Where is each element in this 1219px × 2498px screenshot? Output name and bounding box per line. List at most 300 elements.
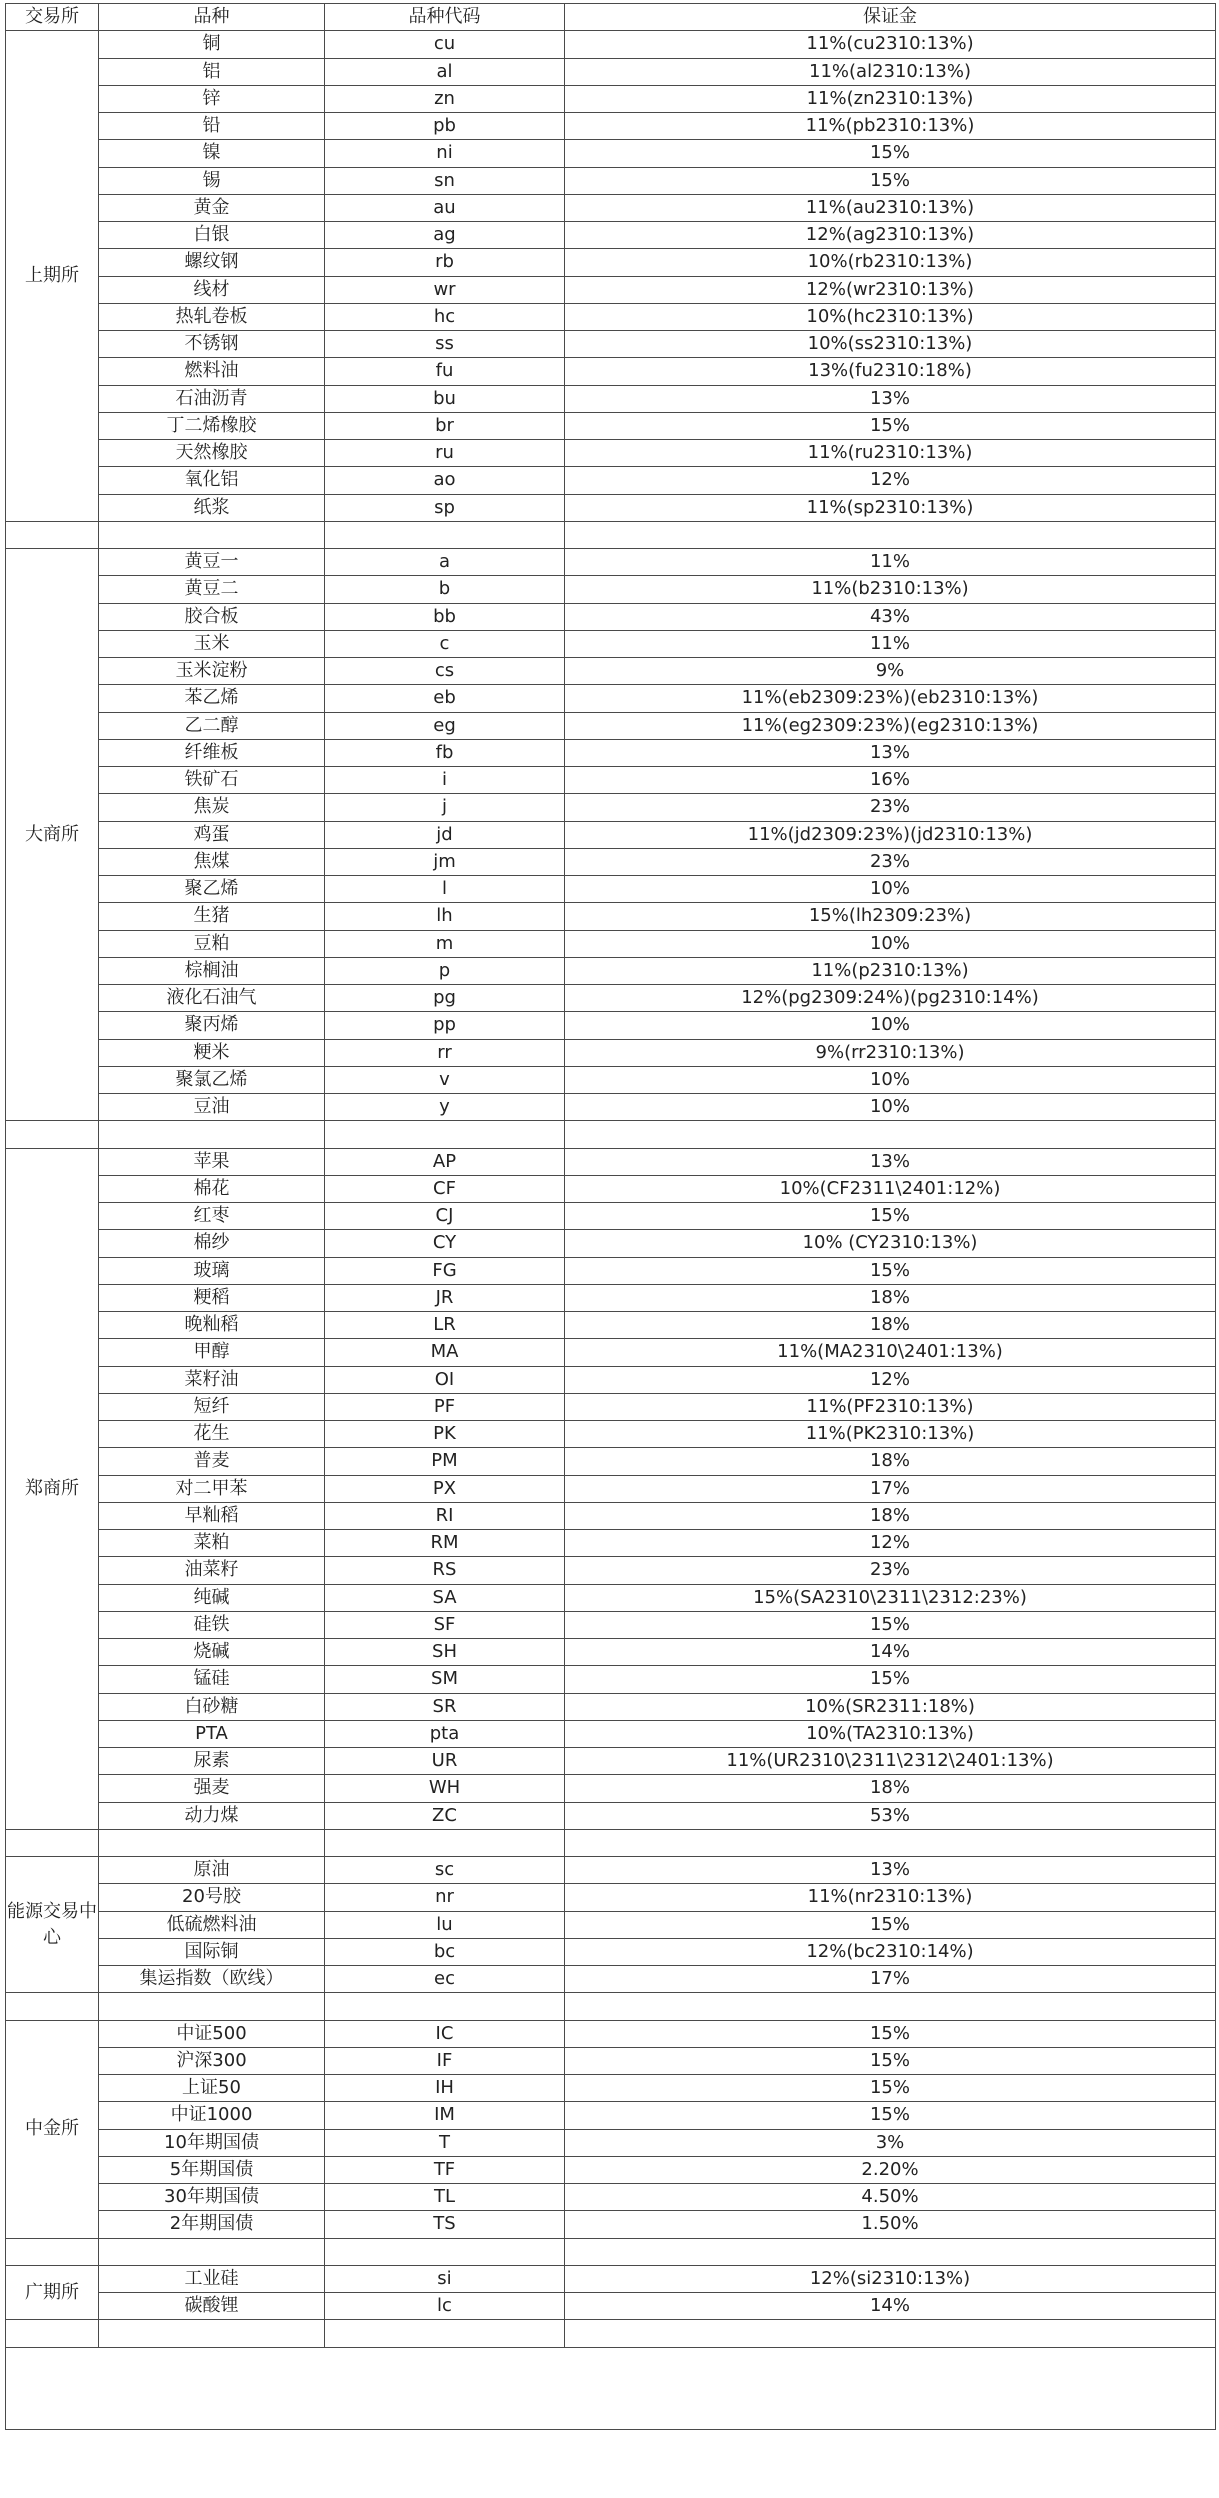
margin-cell: 11%(sp2310:13%) xyxy=(565,494,1216,521)
variety-cell: 玉米淀粉 xyxy=(99,658,325,685)
variety-cell: 原油 xyxy=(99,1857,325,1884)
code-cell: RI xyxy=(325,1502,565,1529)
margin-cell: 10% xyxy=(565,930,1216,957)
table-row xyxy=(6,821,1216,848)
code-cell: a xyxy=(325,549,565,576)
variety-cell: 鸡蛋 xyxy=(99,821,325,848)
margin-cell: 11% xyxy=(565,630,1216,657)
variety-cell: 焦煤 xyxy=(99,848,325,875)
code-cell: ru xyxy=(325,440,565,467)
separator-row xyxy=(6,2320,1216,2347)
empty-cell xyxy=(99,521,325,548)
table-row xyxy=(6,712,1216,739)
table-row xyxy=(6,1230,1216,1257)
variety-cell: 硅铁 xyxy=(99,1611,325,1638)
code-cell: PM xyxy=(325,1448,565,1475)
code-cell: bu xyxy=(325,385,565,412)
margin-cell: 15% xyxy=(565,140,1216,167)
empty-cell xyxy=(565,521,1216,548)
variety-cell: 尿素 xyxy=(99,1748,325,1775)
code-cell: v xyxy=(325,1066,565,1093)
code-cell: IH xyxy=(325,2075,565,2102)
table-row xyxy=(6,2184,1216,2211)
table-row xyxy=(6,1312,1216,1339)
code-cell: sn xyxy=(325,167,565,194)
code-cell: i xyxy=(325,767,565,794)
variety-cell: 5年期国债 xyxy=(99,2156,325,2183)
table-row xyxy=(6,1611,1216,1638)
empty-cell xyxy=(99,2320,325,2347)
table-row xyxy=(6,249,1216,276)
table-row xyxy=(6,1938,1216,1965)
table-row xyxy=(6,794,1216,821)
code-cell: RM xyxy=(325,1530,565,1557)
table-row xyxy=(6,1393,1216,1420)
table-row xyxy=(6,1148,1216,1175)
margin-cell: 3% xyxy=(565,2129,1216,2156)
margin-cell: 13%(fu2310:18%) xyxy=(565,358,1216,385)
margin-cell: 9% xyxy=(565,658,1216,685)
margin-cell: 15% xyxy=(565,2075,1216,2102)
margin-cell: 13% xyxy=(565,1857,1216,1884)
variety-cell: 生猪 xyxy=(99,903,325,930)
margin-cell: 10%(SR2311:18%) xyxy=(565,1693,1216,1720)
footer-row xyxy=(6,2347,1216,2429)
variety-cell: 铜 xyxy=(99,31,325,58)
margin-cell: 18% xyxy=(565,1284,1216,1311)
code-cell: ni xyxy=(325,140,565,167)
table-row xyxy=(6,658,1216,685)
code-cell: ZC xyxy=(325,1802,565,1829)
table-row xyxy=(6,767,1216,794)
margin-cell: 15% xyxy=(565,2047,1216,2074)
code-cell: eb xyxy=(325,685,565,712)
table-row xyxy=(6,194,1216,221)
separator-row xyxy=(6,1993,1216,2020)
empty-cell xyxy=(6,2347,1216,2429)
table-row xyxy=(6,2156,1216,2183)
empty-cell xyxy=(325,1993,565,2020)
variety-cell: 锌 xyxy=(99,85,325,112)
exchange-cell: 广期所 xyxy=(6,2265,99,2320)
code-cell: FG xyxy=(325,1257,565,1284)
variety-cell: 胶合板 xyxy=(99,603,325,630)
variety-cell: 沪深300 xyxy=(99,2047,325,2074)
margin-cell: 14% xyxy=(565,1639,1216,1666)
empty-cell xyxy=(565,1121,1216,1148)
code-cell: l xyxy=(325,876,565,903)
empty-cell xyxy=(6,1993,99,2020)
table-row xyxy=(6,1094,1216,1121)
code-cell: si xyxy=(325,2265,565,2292)
margin-cell: 9%(rr2310:13%) xyxy=(565,1039,1216,1066)
variety-cell: 丁二烯橡胶 xyxy=(99,412,325,439)
table-row xyxy=(6,1639,1216,1666)
exchange-cell: 郑商所 xyxy=(6,1148,99,1829)
table-row xyxy=(6,31,1216,58)
code-cell: ss xyxy=(325,331,565,358)
code-cell: pb xyxy=(325,113,565,140)
variety-cell: 普麦 xyxy=(99,1448,325,1475)
variety-cell: 苹果 xyxy=(99,1148,325,1175)
code-cell: lc xyxy=(325,2293,565,2320)
margin-cell: 17% xyxy=(565,1966,1216,1993)
margin-cell: 12% xyxy=(565,1530,1216,1557)
variety-cell: 20号胶 xyxy=(99,1884,325,1911)
exchange-cell: 上期所 xyxy=(6,31,99,522)
table-row xyxy=(6,1802,1216,1829)
margin-cell: 17% xyxy=(565,1475,1216,1502)
margin-cell: 11%(PK2310:13%) xyxy=(565,1421,1216,1448)
header-code: 品种代码 xyxy=(325,4,565,31)
variety-cell: 玉米 xyxy=(99,630,325,657)
empty-cell xyxy=(325,2320,565,2347)
code-cell: TS xyxy=(325,2211,565,2238)
code-cell: rr xyxy=(325,1039,565,1066)
variety-cell: 玻璃 xyxy=(99,1257,325,1284)
table-row xyxy=(6,685,1216,712)
table-row xyxy=(6,2020,1216,2047)
variety-cell: 黄豆一 xyxy=(99,549,325,576)
margin-cell: 18% xyxy=(565,1502,1216,1529)
variety-cell: 纸浆 xyxy=(99,494,325,521)
margin-cell: 15% xyxy=(565,1257,1216,1284)
variety-cell: 不锈钢 xyxy=(99,331,325,358)
table-row xyxy=(6,1720,1216,1747)
code-cell: SH xyxy=(325,1639,565,1666)
margin-cell: 15%(SA2310\2311\2312:23%) xyxy=(565,1584,1216,1611)
empty-cell xyxy=(325,521,565,548)
code-cell: wr xyxy=(325,276,565,303)
table-row xyxy=(6,1530,1216,1557)
margin-cell: 15% xyxy=(565,2020,1216,2047)
margin-cell: 12% xyxy=(565,1366,1216,1393)
variety-cell: 热轧卷板 xyxy=(99,303,325,330)
table-row xyxy=(6,930,1216,957)
margin-cell: 43% xyxy=(565,603,1216,630)
code-cell: RS xyxy=(325,1557,565,1584)
variety-cell: 燃料油 xyxy=(99,358,325,385)
table-row xyxy=(6,1693,1216,1720)
margin-cell: 15%(lh2309:23%) xyxy=(565,903,1216,930)
code-cell: TL xyxy=(325,2184,565,2211)
table-row xyxy=(6,58,1216,85)
table-row xyxy=(6,1284,1216,1311)
table-row xyxy=(6,1557,1216,1584)
variety-cell: 豆粕 xyxy=(99,930,325,957)
variety-cell: 铝 xyxy=(99,58,325,85)
code-cell: TF xyxy=(325,2156,565,2183)
variety-cell: 棕榈油 xyxy=(99,957,325,984)
empty-cell xyxy=(99,2238,325,2265)
variety-cell: 强麦 xyxy=(99,1775,325,1802)
variety-cell: 菜籽油 xyxy=(99,1366,325,1393)
empty-cell xyxy=(325,1121,565,1148)
variety-cell: 聚乙烯 xyxy=(99,876,325,903)
margin-cell: 10% xyxy=(565,1094,1216,1121)
code-cell: lu xyxy=(325,1911,565,1938)
code-cell: LR xyxy=(325,1312,565,1339)
variety-cell: 晚籼稻 xyxy=(99,1312,325,1339)
empty-cell xyxy=(565,2320,1216,2347)
table-row xyxy=(6,985,1216,1012)
variety-cell: 低硫燃料油 xyxy=(99,1911,325,1938)
table-row xyxy=(6,2293,1216,2320)
empty-cell xyxy=(99,1993,325,2020)
code-cell: au xyxy=(325,194,565,221)
margin-cell: 11%(al2310:13%) xyxy=(565,58,1216,85)
empty-cell xyxy=(6,2320,99,2347)
code-cell: SR xyxy=(325,1693,565,1720)
table-row xyxy=(6,739,1216,766)
empty-cell xyxy=(6,521,99,548)
margin-cell: 11%(b2310:13%) xyxy=(565,576,1216,603)
variety-cell: 中证500 xyxy=(99,2020,325,2047)
table-row xyxy=(6,85,1216,112)
code-cell: CF xyxy=(325,1175,565,1202)
variety-cell: 对二甲苯 xyxy=(99,1475,325,1502)
code-cell: T xyxy=(325,2129,565,2156)
table-row xyxy=(6,1039,1216,1066)
variety-cell: 聚氯乙烯 xyxy=(99,1066,325,1093)
margin-cell: 11%(eg2309:23%)(eg2310:13%) xyxy=(565,712,1216,739)
margin-cell: 15% xyxy=(565,1666,1216,1693)
table-row xyxy=(6,1666,1216,1693)
variety-cell: 花生 xyxy=(99,1421,325,1448)
variety-cell: 2年期国债 xyxy=(99,2211,325,2238)
variety-cell: 天然橡胶 xyxy=(99,440,325,467)
code-cell: m xyxy=(325,930,565,957)
margin-cell: 11%(eb2309:23%)(eb2310:13%) xyxy=(565,685,1216,712)
margin-cell: 16% xyxy=(565,767,1216,794)
code-cell: SF xyxy=(325,1611,565,1638)
margin-cell: 12%(wr2310:13%) xyxy=(565,276,1216,303)
code-cell: nr xyxy=(325,1884,565,1911)
margin-cell: 11%(UR2310\2311\2312\2401:13%) xyxy=(565,1748,1216,1775)
exchange-cell: 能源交易中心 xyxy=(6,1857,99,1993)
margin-cell: 1.50% xyxy=(565,2211,1216,2238)
table-row xyxy=(6,331,1216,358)
code-cell: lh xyxy=(325,903,565,930)
table-row xyxy=(6,1884,1216,1911)
code-cell: pp xyxy=(325,1012,565,1039)
variety-cell: 30年期国债 xyxy=(99,2184,325,2211)
table-row xyxy=(6,1775,1216,1802)
margin-cell: 12%(ag2310:13%) xyxy=(565,222,1216,249)
table-row xyxy=(6,1857,1216,1884)
variety-cell: 白银 xyxy=(99,222,325,249)
variety-cell: 油菜籽 xyxy=(99,1557,325,1584)
table-row xyxy=(6,113,1216,140)
margin-cell: 23% xyxy=(565,1557,1216,1584)
code-cell: pg xyxy=(325,985,565,1012)
variety-cell: 碳酸锂 xyxy=(99,2293,325,2320)
code-cell: sp xyxy=(325,494,565,521)
code-cell: bb xyxy=(325,603,565,630)
margin-cell: 13% xyxy=(565,1148,1216,1175)
empty-cell xyxy=(325,1829,565,1856)
code-cell: PK xyxy=(325,1421,565,1448)
variety-cell: 铁矿石 xyxy=(99,767,325,794)
table-row xyxy=(6,1366,1216,1393)
margin-cell: 11%(nr2310:13%) xyxy=(565,1884,1216,1911)
variety-cell: 豆油 xyxy=(99,1094,325,1121)
table-row xyxy=(6,876,1216,903)
table-row xyxy=(6,276,1216,303)
margin-cell: 10% xyxy=(565,1012,1216,1039)
margin-cell: 10% xyxy=(565,876,1216,903)
variety-cell: 苯乙烯 xyxy=(99,685,325,712)
table-row xyxy=(6,549,1216,576)
table-row xyxy=(6,303,1216,330)
table-row xyxy=(6,140,1216,167)
variety-cell: 锰硅 xyxy=(99,1666,325,1693)
table-row xyxy=(6,1066,1216,1093)
variety-cell: 集运指数（欧线） xyxy=(99,1966,325,1993)
variety-cell: 镍 xyxy=(99,140,325,167)
variety-cell: 棉纱 xyxy=(99,1230,325,1257)
header-margin: 保证金 xyxy=(565,4,1216,31)
table-row xyxy=(6,467,1216,494)
table-row xyxy=(6,1911,1216,1938)
variety-cell: 国际铜 xyxy=(99,1938,325,1965)
table-row xyxy=(6,903,1216,930)
separator-row xyxy=(6,2238,1216,2265)
exchange-cell: 大商所 xyxy=(6,549,99,1121)
variety-cell: 乙二醇 xyxy=(99,712,325,739)
variety-cell: 中证1000 xyxy=(99,2102,325,2129)
margin-cell: 18% xyxy=(565,1312,1216,1339)
margin-cell: 15% xyxy=(565,412,1216,439)
margin-cell: 23% xyxy=(565,794,1216,821)
table-row xyxy=(6,167,1216,194)
table-row xyxy=(6,1966,1216,1993)
variety-cell: 铅 xyxy=(99,113,325,140)
variety-cell: 烧碱 xyxy=(99,1639,325,1666)
empty-cell xyxy=(99,1121,325,1148)
separator-row xyxy=(6,521,1216,548)
variety-cell: 锡 xyxy=(99,167,325,194)
margin-cell: 10% xyxy=(565,1066,1216,1093)
separator-row xyxy=(6,1121,1216,1148)
table-row xyxy=(6,2102,1216,2129)
margin-cell: 13% xyxy=(565,739,1216,766)
code-cell: jm xyxy=(325,848,565,875)
variety-cell: 早籼稻 xyxy=(99,1502,325,1529)
margin-cell: 15% xyxy=(565,2102,1216,2129)
variety-cell: 短纤 xyxy=(99,1393,325,1420)
code-cell: IM xyxy=(325,2102,565,2129)
code-cell: SA xyxy=(325,1584,565,1611)
margin-cell: 2.20% xyxy=(565,2156,1216,2183)
code-cell: PX xyxy=(325,1475,565,1502)
variety-cell: PTA xyxy=(99,1720,325,1747)
variety-cell: 白砂糖 xyxy=(99,1693,325,1720)
margin-cell: 10%(ss2310:13%) xyxy=(565,331,1216,358)
header-variety: 品种 xyxy=(99,4,325,31)
table-row xyxy=(6,1421,1216,1448)
margin-cell: 11%(PF2310:13%) xyxy=(565,1393,1216,1420)
table-row xyxy=(6,2129,1216,2156)
code-cell: rb xyxy=(325,249,565,276)
code-cell: b xyxy=(325,576,565,603)
empty-cell xyxy=(565,1829,1216,1856)
table-row xyxy=(6,1257,1216,1284)
code-cell: p xyxy=(325,957,565,984)
margin-cell: 11%(ru2310:13%) xyxy=(565,440,1216,467)
variety-cell: 10年期国债 xyxy=(99,2129,325,2156)
empty-cell xyxy=(6,2238,99,2265)
margin-cell: 11% xyxy=(565,549,1216,576)
table-row xyxy=(6,494,1216,521)
variety-cell: 线材 xyxy=(99,276,325,303)
table-row xyxy=(6,1502,1216,1529)
table-row xyxy=(6,440,1216,467)
table-row xyxy=(6,2075,1216,2102)
variety-cell: 工业硅 xyxy=(99,2265,325,2292)
header-row xyxy=(6,4,1216,31)
code-cell: pta xyxy=(325,1720,565,1747)
empty-cell xyxy=(565,1993,1216,2020)
margin-cell: 15% xyxy=(565,167,1216,194)
margin-cell: 11%(au2310:13%) xyxy=(565,194,1216,221)
margin-cell: 53% xyxy=(565,1802,1216,1829)
margin-cell: 12%(bc2310:14%) xyxy=(565,1938,1216,1965)
code-cell: hc xyxy=(325,303,565,330)
table-row xyxy=(6,630,1216,657)
variety-cell: 棉花 xyxy=(99,1175,325,1202)
table-row xyxy=(6,1584,1216,1611)
variety-cell: 聚丙烯 xyxy=(99,1012,325,1039)
variety-cell: 菜粕 xyxy=(99,1530,325,1557)
table-row xyxy=(6,1175,1216,1202)
variety-cell: 粳米 xyxy=(99,1039,325,1066)
margin-cell: 15% xyxy=(565,1611,1216,1638)
variety-cell: 黄金 xyxy=(99,194,325,221)
margin-cell: 10%(hc2310:13%) xyxy=(565,303,1216,330)
margin-cell: 12% xyxy=(565,467,1216,494)
margin-cell: 11%(zn2310:13%) xyxy=(565,85,1216,112)
code-cell: CY xyxy=(325,1230,565,1257)
code-cell: JR xyxy=(325,1284,565,1311)
code-cell: IC xyxy=(325,2020,565,2047)
table-row xyxy=(6,2265,1216,2292)
variety-cell: 上证50 xyxy=(99,2075,325,2102)
code-cell: eg xyxy=(325,712,565,739)
table-row xyxy=(6,1448,1216,1475)
margin-table-body xyxy=(6,4,1216,2430)
code-cell: ag xyxy=(325,222,565,249)
code-cell: IF xyxy=(325,2047,565,2074)
code-cell: sc xyxy=(325,1857,565,1884)
table-row xyxy=(6,1339,1216,1366)
empty-cell xyxy=(6,1829,99,1856)
margin-cell: 14% xyxy=(565,2293,1216,2320)
empty-cell xyxy=(99,1829,325,1856)
code-cell: OI xyxy=(325,1366,565,1393)
code-cell: cu xyxy=(325,31,565,58)
table-row xyxy=(6,385,1216,412)
margin-cell: 10%(rb2310:13%) xyxy=(565,249,1216,276)
margin-cell: 15% xyxy=(565,1203,1216,1230)
variety-cell: 螺纹钢 xyxy=(99,249,325,276)
table-row xyxy=(6,222,1216,249)
header-exchange: 交易所 xyxy=(6,4,99,31)
variety-cell: 焦炭 xyxy=(99,794,325,821)
table-row xyxy=(6,1203,1216,1230)
empty-cell xyxy=(565,2238,1216,2265)
code-cell: WH xyxy=(325,1775,565,1802)
